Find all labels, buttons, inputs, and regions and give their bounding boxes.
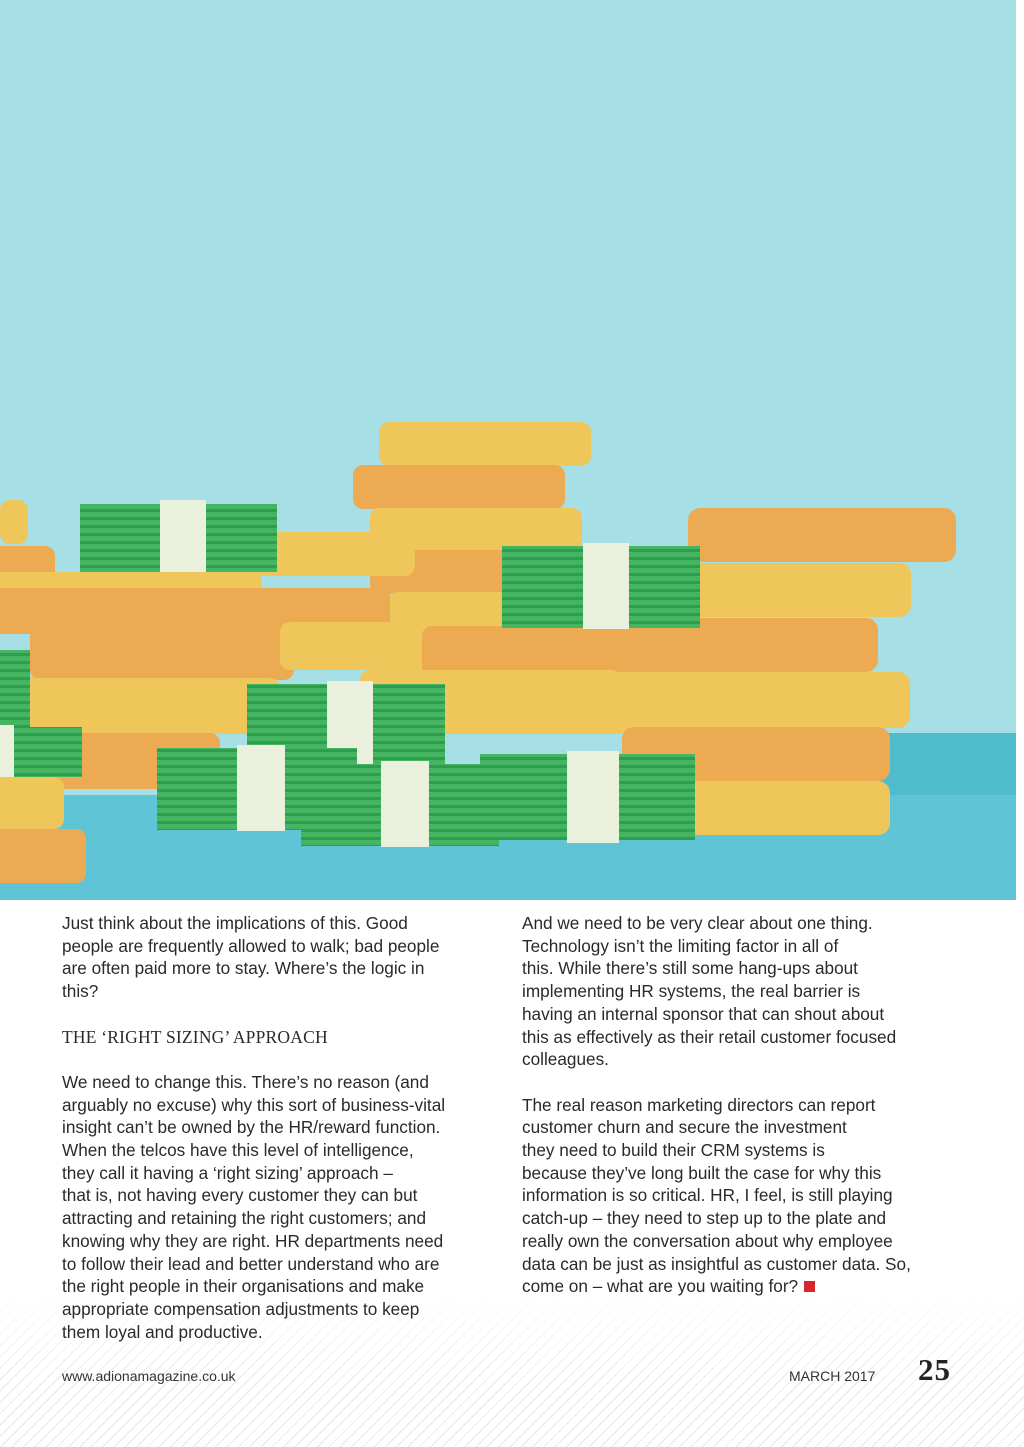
article-column-left xyxy=(62,912,502,1343)
page-number: 25 xyxy=(918,1352,951,1387)
section-heading: THE ‘RIGHT SIZING’ APPROACH xyxy=(62,1026,328,1047)
paragraph: We need to change this. There’s no reason (and arguably no excuse) why this sort of business-vital insight can’t be owned by the HR/reward function. When the telcos have this level of intelligence, they call it having a ‘right sizing’ approach – that is, not having every customer they can but attracting and retaining the right customers; and knowing why they are right. HR departments need to follow their lead and better understand who are the right people in their organisations and make appropriate compensation adjustments to keep them loyal and productive. xyxy=(62,1071,446,1342)
paragraph-text: The real reason marketing directors can report customer churn and secure the investment they need to build their CRM systems is because they’ve long built the case for why this information is so critical. HR, I feel, is still playing catch-up – they need to step up to the plate and really own the conversation about why employee data can be just as insightful as customer data. So, come on – what are you waiting for? xyxy=(522,1094,911,1297)
paragraph-final xyxy=(522,1094,962,1298)
paragraph: And we need to be very clear about one thing. Technology isn’t the limiting factor in all of this. While there’s still some hang-ups about implementing HR systems, the real barrier is having an internal sponsor that can shout about this as effectively as their retail customer focused colleagues. xyxy=(522,913,897,1070)
article-column-right xyxy=(522,912,962,1298)
paragraph: Just think about the implications of this. Good people are frequently allowed to walk; bad people are often paid more to stay. Where’s the logic in this? xyxy=(62,913,440,1002)
footer-issue-date: MARCH 2017 xyxy=(789,1368,876,1384)
end-of-article-icon xyxy=(804,1281,815,1292)
footer-website-url[interactable]: www.adionamagazine.co.uk xyxy=(62,1368,236,1384)
